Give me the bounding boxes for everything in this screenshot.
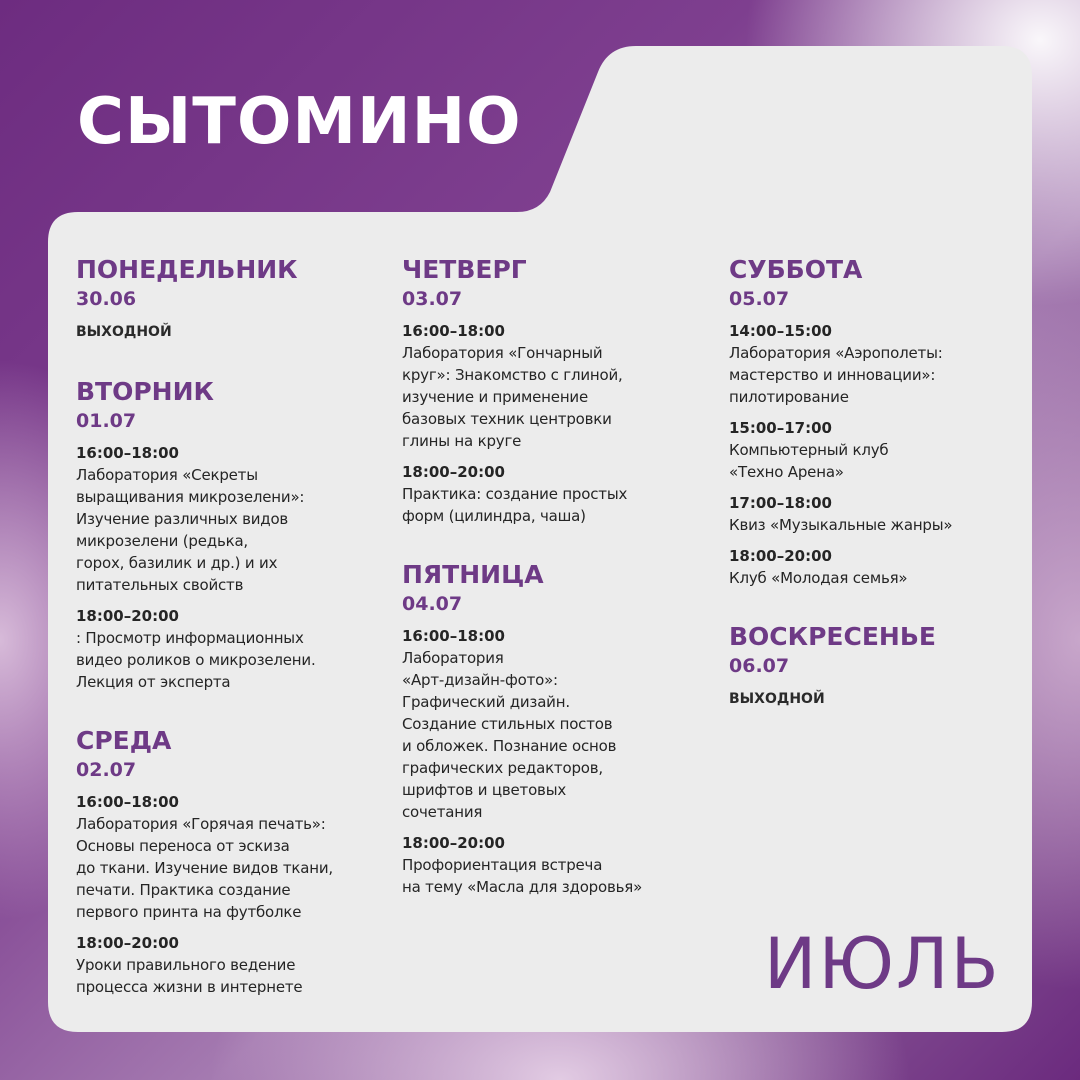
day-sunday <box>729 621 1029 711</box>
event <box>76 442 376 596</box>
day-name: СУББОТА <box>729 255 863 284</box>
day-off-label: ВЫХОДНОЙ <box>76 324 172 340</box>
city-title: СЫТОМИНО <box>77 85 522 159</box>
event <box>729 492 1029 536</box>
event-description: Лаборатория «Аэрополеты: мастерство и инновации»: пилотирование <box>729 344 943 406</box>
event <box>729 417 1029 483</box>
event-description: Квиз «Музыкальные жанры» <box>729 516 953 534</box>
day-date: 06.07 <box>729 655 790 677</box>
event-time: 15:00–17:00 <box>729 419 832 437</box>
event <box>76 791 376 923</box>
column-2 <box>402 254 702 930</box>
day-name: ВТОРНИК <box>76 377 214 406</box>
day-date: 30.06 <box>76 288 137 310</box>
day-name: ПЯТНИЦА <box>402 560 544 589</box>
day-date: 02.07 <box>76 759 137 781</box>
event-description: Лаборатория «Секреты выращивания микрозелени»: Изучение различных видов микрозелени (редька, горох, базилик и др.) и их питательных свойств <box>76 466 305 594</box>
event-description: Компьютерный клуб «Техно Арена» <box>729 441 889 481</box>
event-description: Лаборатория «Горячая печать»: Основы переноса от эскиза до ткани. Изучение видов ткани, печати. Практика создание первого принта на футболке <box>76 815 333 921</box>
column-1 <box>76 254 376 1030</box>
event-description: Практика: создание простых форм (цилиндра, чаша) <box>402 485 628 525</box>
event-time: 16:00–18:00 <box>402 322 505 340</box>
event-description: Клуб «Молодая семья» <box>729 569 908 587</box>
event <box>729 320 1029 408</box>
day-monday <box>76 254 376 344</box>
day-thursday <box>402 254 702 527</box>
event-time: 14:00–15:00 <box>729 322 832 340</box>
event <box>76 932 376 998</box>
month-label: ИЮЛЬ <box>764 923 1001 1005</box>
day-wednesday <box>76 725 376 998</box>
day-date: 01.07 <box>76 410 137 432</box>
column-3 <box>729 254 1029 743</box>
event <box>402 461 702 527</box>
event <box>402 625 702 823</box>
day-date: 03.07 <box>402 288 463 310</box>
event <box>402 832 702 898</box>
day-date: 04.07 <box>402 593 463 615</box>
day-name: ЧЕТВЕРГ <box>402 255 527 284</box>
event <box>729 545 1029 589</box>
day-name: СРЕДА <box>76 726 172 755</box>
event <box>76 605 376 693</box>
event <box>402 320 702 452</box>
event-description: Лаборатория «Арт-дизайн-фото»: Графический дизайн. Создание стильных постов и обложек. Познание основ графических редакторов, шрифтов и цветовых сочетания <box>402 649 617 821</box>
event-time: 18:00–20:00 <box>402 834 505 852</box>
event-description: Лаборатория «Гончарный круг»: Знакомство с глиной, изучение и применение базовых техник центровки глины на круге <box>402 344 623 450</box>
event-description: Профориентация встреча на тему «Масла для здоровья» <box>402 856 643 896</box>
event-time: 18:00–20:00 <box>76 934 179 952</box>
event-time: 18:00–20:00 <box>402 463 505 481</box>
day-tuesday <box>76 376 376 693</box>
event-time: 17:00–18:00 <box>729 494 832 512</box>
event-time: 16:00–18:00 <box>76 444 179 462</box>
event-time: 18:00–20:00 <box>729 547 832 565</box>
day-date: 05.07 <box>729 288 790 310</box>
event-time: 16:00–18:00 <box>402 627 505 645</box>
event-description: : Просмотр информационных видео роликов о микрозелени. Лекция от эксперта <box>76 629 316 691</box>
event-time: 16:00–18:00 <box>76 793 179 811</box>
event-time: 18:00–20:00 <box>76 607 179 625</box>
event-description: Уроки правильного ведение процесса жизни в интернете <box>76 956 303 996</box>
day-name: ВОСКРЕСЕНЬЕ <box>729 622 936 651</box>
day-name: ПОНЕДЕЛЬНИК <box>76 255 298 284</box>
day-friday <box>402 559 702 898</box>
day-saturday <box>729 254 1029 589</box>
day-off-label: ВЫХОДНОЙ <box>729 691 825 707</box>
